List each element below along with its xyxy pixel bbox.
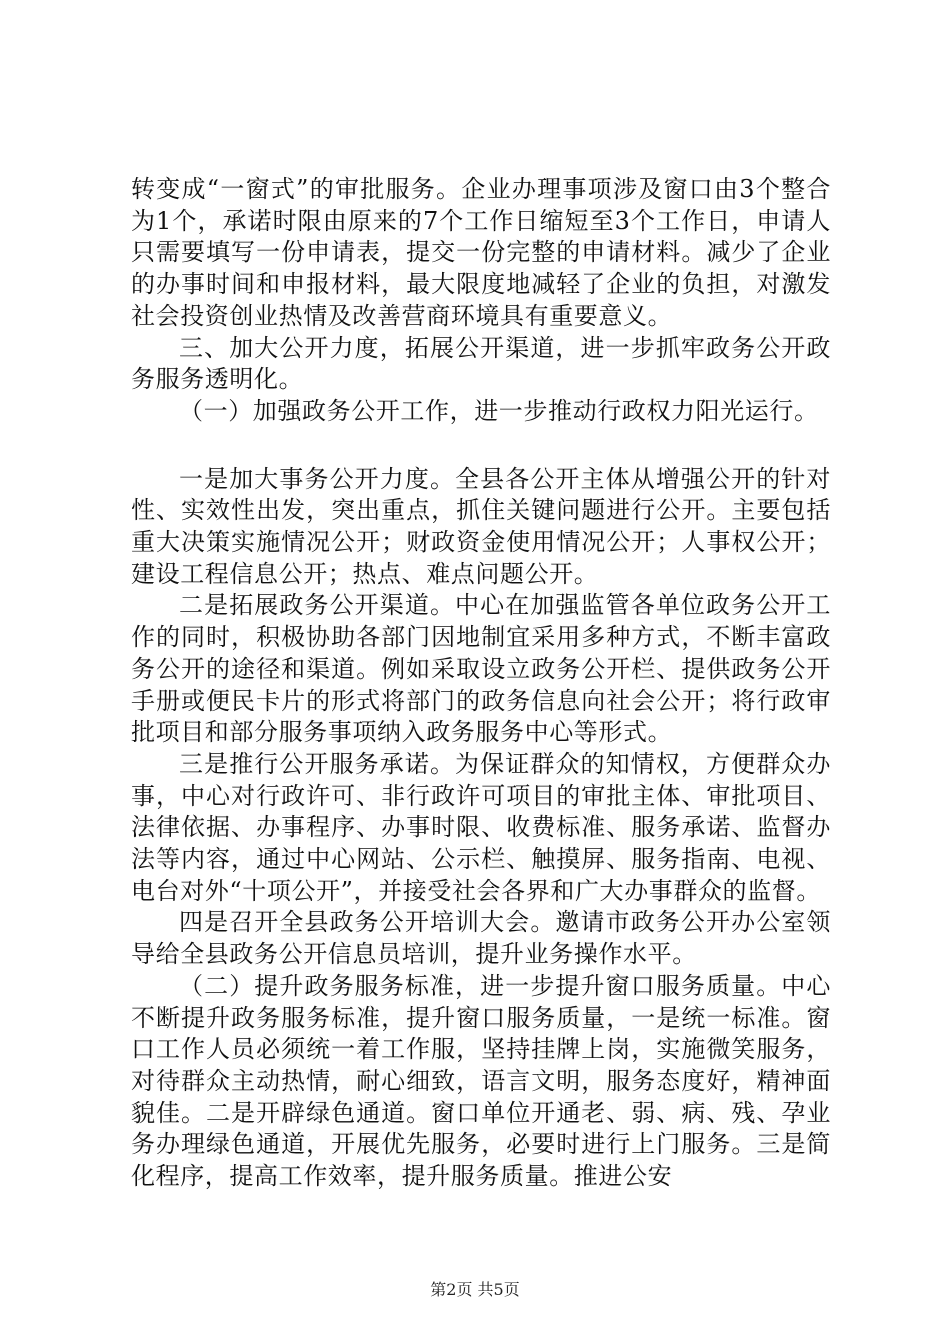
paragraph-item-1: 一是加大事务公开力度。全县各公开主体从增强公开的针对性、实效性出发，突出重点，抓住关键问题进行公开。主要包括重大决策实施情况公开；财政资金使用情况公开；人事权公开；建设工程信息公开；热点、难点问题公开。	[131, 464, 831, 588]
subsection-heading-1: （一）加强政务公开工作，进一步推动行政权力阳光运行。	[179, 396, 819, 425]
document-body	[131, 174, 831, 1193]
subsection-paragraph-2: （二）提升政务服务标准，进一步提升窗口服务质量。中心不断提升政务服务标准，提升窗口服务质量，一是统一标准。窗口工作人员必须统一着工作服，坚持挂牌上岗，实施微笑服务，对待群众主动热情，耐心细致，语言文明，服务态度好，精神面貌佳。二是开辟绿色通道。窗口单位开通老、弱、病、残、孕业务办理绿色通道，开展优先服务，必要时进行上门服务。三是简化程序，提高工作效率，提升服务质量。推进公安	[131, 971, 831, 1191]
page-footer: 第2页 共5页	[430, 1280, 520, 1299]
paragraph-1: 转变成“一窗式”的审批服务。企业办理事项涉及窗口由3个整合为1个，承诺时限由原来的7个工作日缩短至3个工作日，申请人只需要填写一份申请表，提交一份完整的申请材料。减少了企业的办事时间和申报材料，最大限度地减轻了企业的负担，对激发社会投资创业热情及改善营商环境具有重要意义。	[131, 175, 831, 330]
paragraph-item-2: 二是拓展政务公开渠道。中心在加强监管各单位政务公开工作的同时，积极协助各部门因地制宜采用多种方式，不断丰富政务公开的途径和渠道。例如采取设立政务公开栏、提供政务公开手册或便民卡片的形式将部门的政务信息向社会公开；将行政审批项目和部分服务事项纳入政务服务中心等形式。	[131, 591, 831, 747]
section-heading-3: 三、加大公开力度，拓展公开渠道，进一步抓牢政务公开政务服务透明化。	[131, 333, 831, 394]
paragraph-item-4: 四是召开全县政务公开培训大会。邀请市政务公开办公室领导给全县政务公开信息员培训，提升业务操作水平。	[131, 908, 831, 969]
paragraph-item-3: 三是推行公开服务承诺。为保证群众的知情权，方便群众办事，中心对行政许可、非行政许可项目的审批主体、审批项目、法律依据、办事程序、办事时限、收费标准、服务承诺、监督办法等内容，通过中心网站、公示栏、触摸屏、服务指南、电视、电台对外“十项公开”，并接受社会各界和广大办事群众的监督。	[131, 749, 831, 905]
